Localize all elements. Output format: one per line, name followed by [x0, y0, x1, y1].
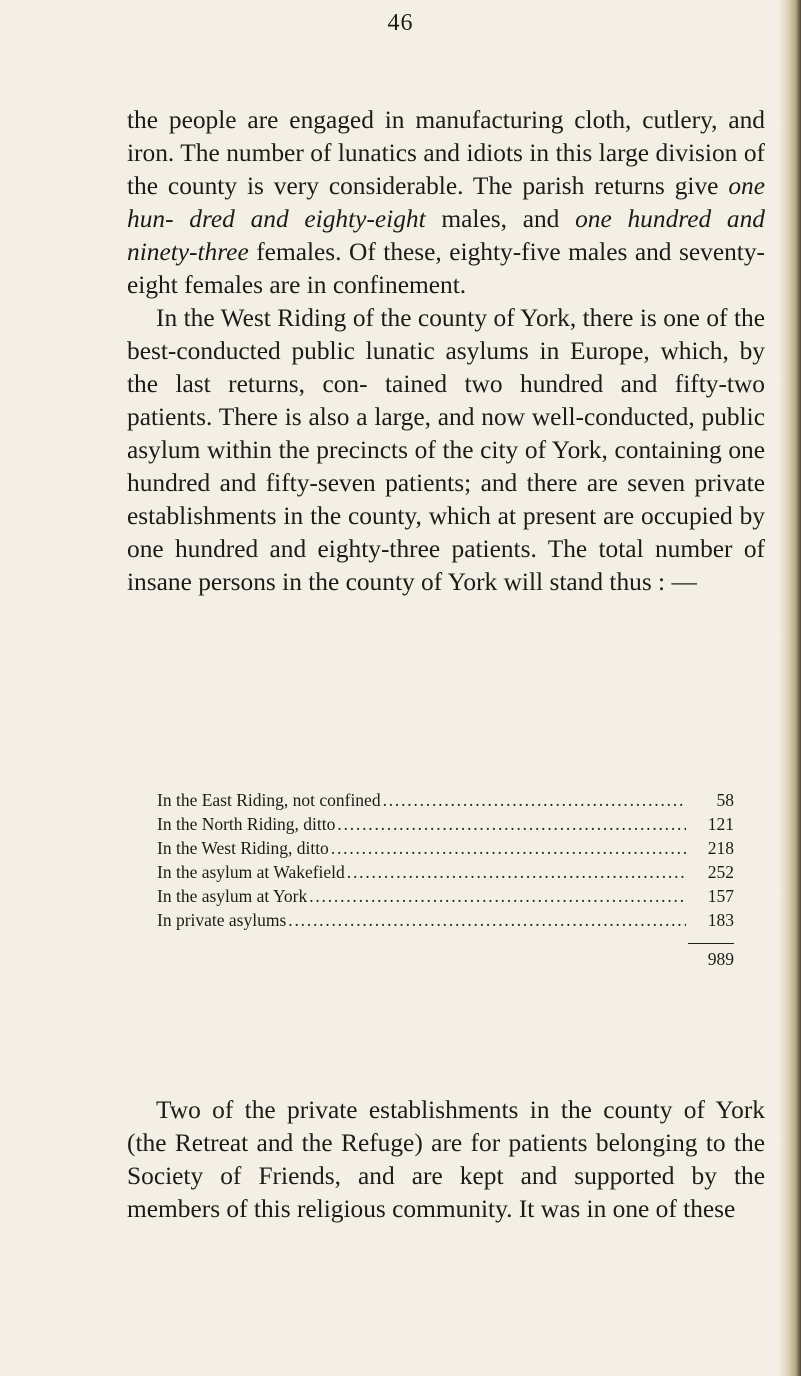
paragraph-1-italic-a: one hun- dred and eighty-eight [127, 172, 765, 233]
page-edge-shadow [779, 0, 801, 1376]
dot-leader [331, 838, 686, 859]
paragraph-3: Two of the private establishments in the county of York (the Retreat and the Refuge) are for patients belonging to the Society of Friends, and are kept and supported by the members of this religious community. It was in one of these [127, 1096, 765, 1223]
row-value: 121 [707, 814, 734, 834]
dot-leader [347, 862, 686, 883]
row-label: In the West Riding, ditto [157, 838, 329, 858]
table-row [157, 838, 734, 862]
dot-leader [309, 886, 686, 907]
paragraph-1-part-a: the people are engaged in manufacturing cloth, cutlery, and iron. The number of lunatics and idiots in this large division of the county is very considerable. The parish returns give [127, 106, 765, 200]
total-rule [688, 943, 734, 944]
row-label: In the East Riding, not confined [157, 790, 381, 810]
paragraph-1-italic-b: one hundred and ninety-three [127, 205, 765, 266]
paragraph-1 [127, 104, 765, 302]
body-text-lower [127, 1094, 765, 1226]
paragraph-1-part-c: females. Of these, eighty-five males and seventy-eight females are in confinement. [127, 238, 765, 299]
dot-leader [288, 910, 686, 931]
table-row [157, 886, 734, 910]
row-value: 58 [716, 790, 734, 810]
page-number: 46 [387, 10, 414, 36]
table-row [157, 814, 734, 838]
row-value: 183 [707, 910, 734, 930]
row-label: In the North Riding, ditto [157, 814, 336, 834]
table-total: 989 [707, 949, 734, 969]
row-value: 157 [707, 886, 734, 906]
row-label: In private asylums [157, 910, 287, 930]
paragraph-1-part-b: males, and [425, 205, 576, 233]
row-label: In the asylum at York [157, 886, 308, 906]
dot-leader [337, 814, 686, 835]
row-value: 252 [707, 862, 734, 882]
body-text-upper [127, 104, 765, 599]
table-row [157, 790, 734, 814]
row-label: In the asylum at Wakefield [157, 862, 345, 882]
row-value: 218 [707, 838, 734, 858]
insane-persons-table [157, 790, 734, 934]
table-row [157, 910, 734, 934]
paragraph-2: In the West Riding of the county of York, there is one of the best-conducted public lunatic asylums in Europe, which, by the last returns, con- tained two hundred and fifty-two patients. There is also a large, and now well-conducted, public asylum within the precincts of the city of York, containing one hundred and fifty-seven patients; and there are seven private establishments in the county, which at present are occupied by one hundred and eighty-three patients. The total number of insane persons in the county of York will stand thus : — [127, 304, 765, 596]
dot-leader [383, 790, 686, 811]
table-row [157, 862, 734, 886]
